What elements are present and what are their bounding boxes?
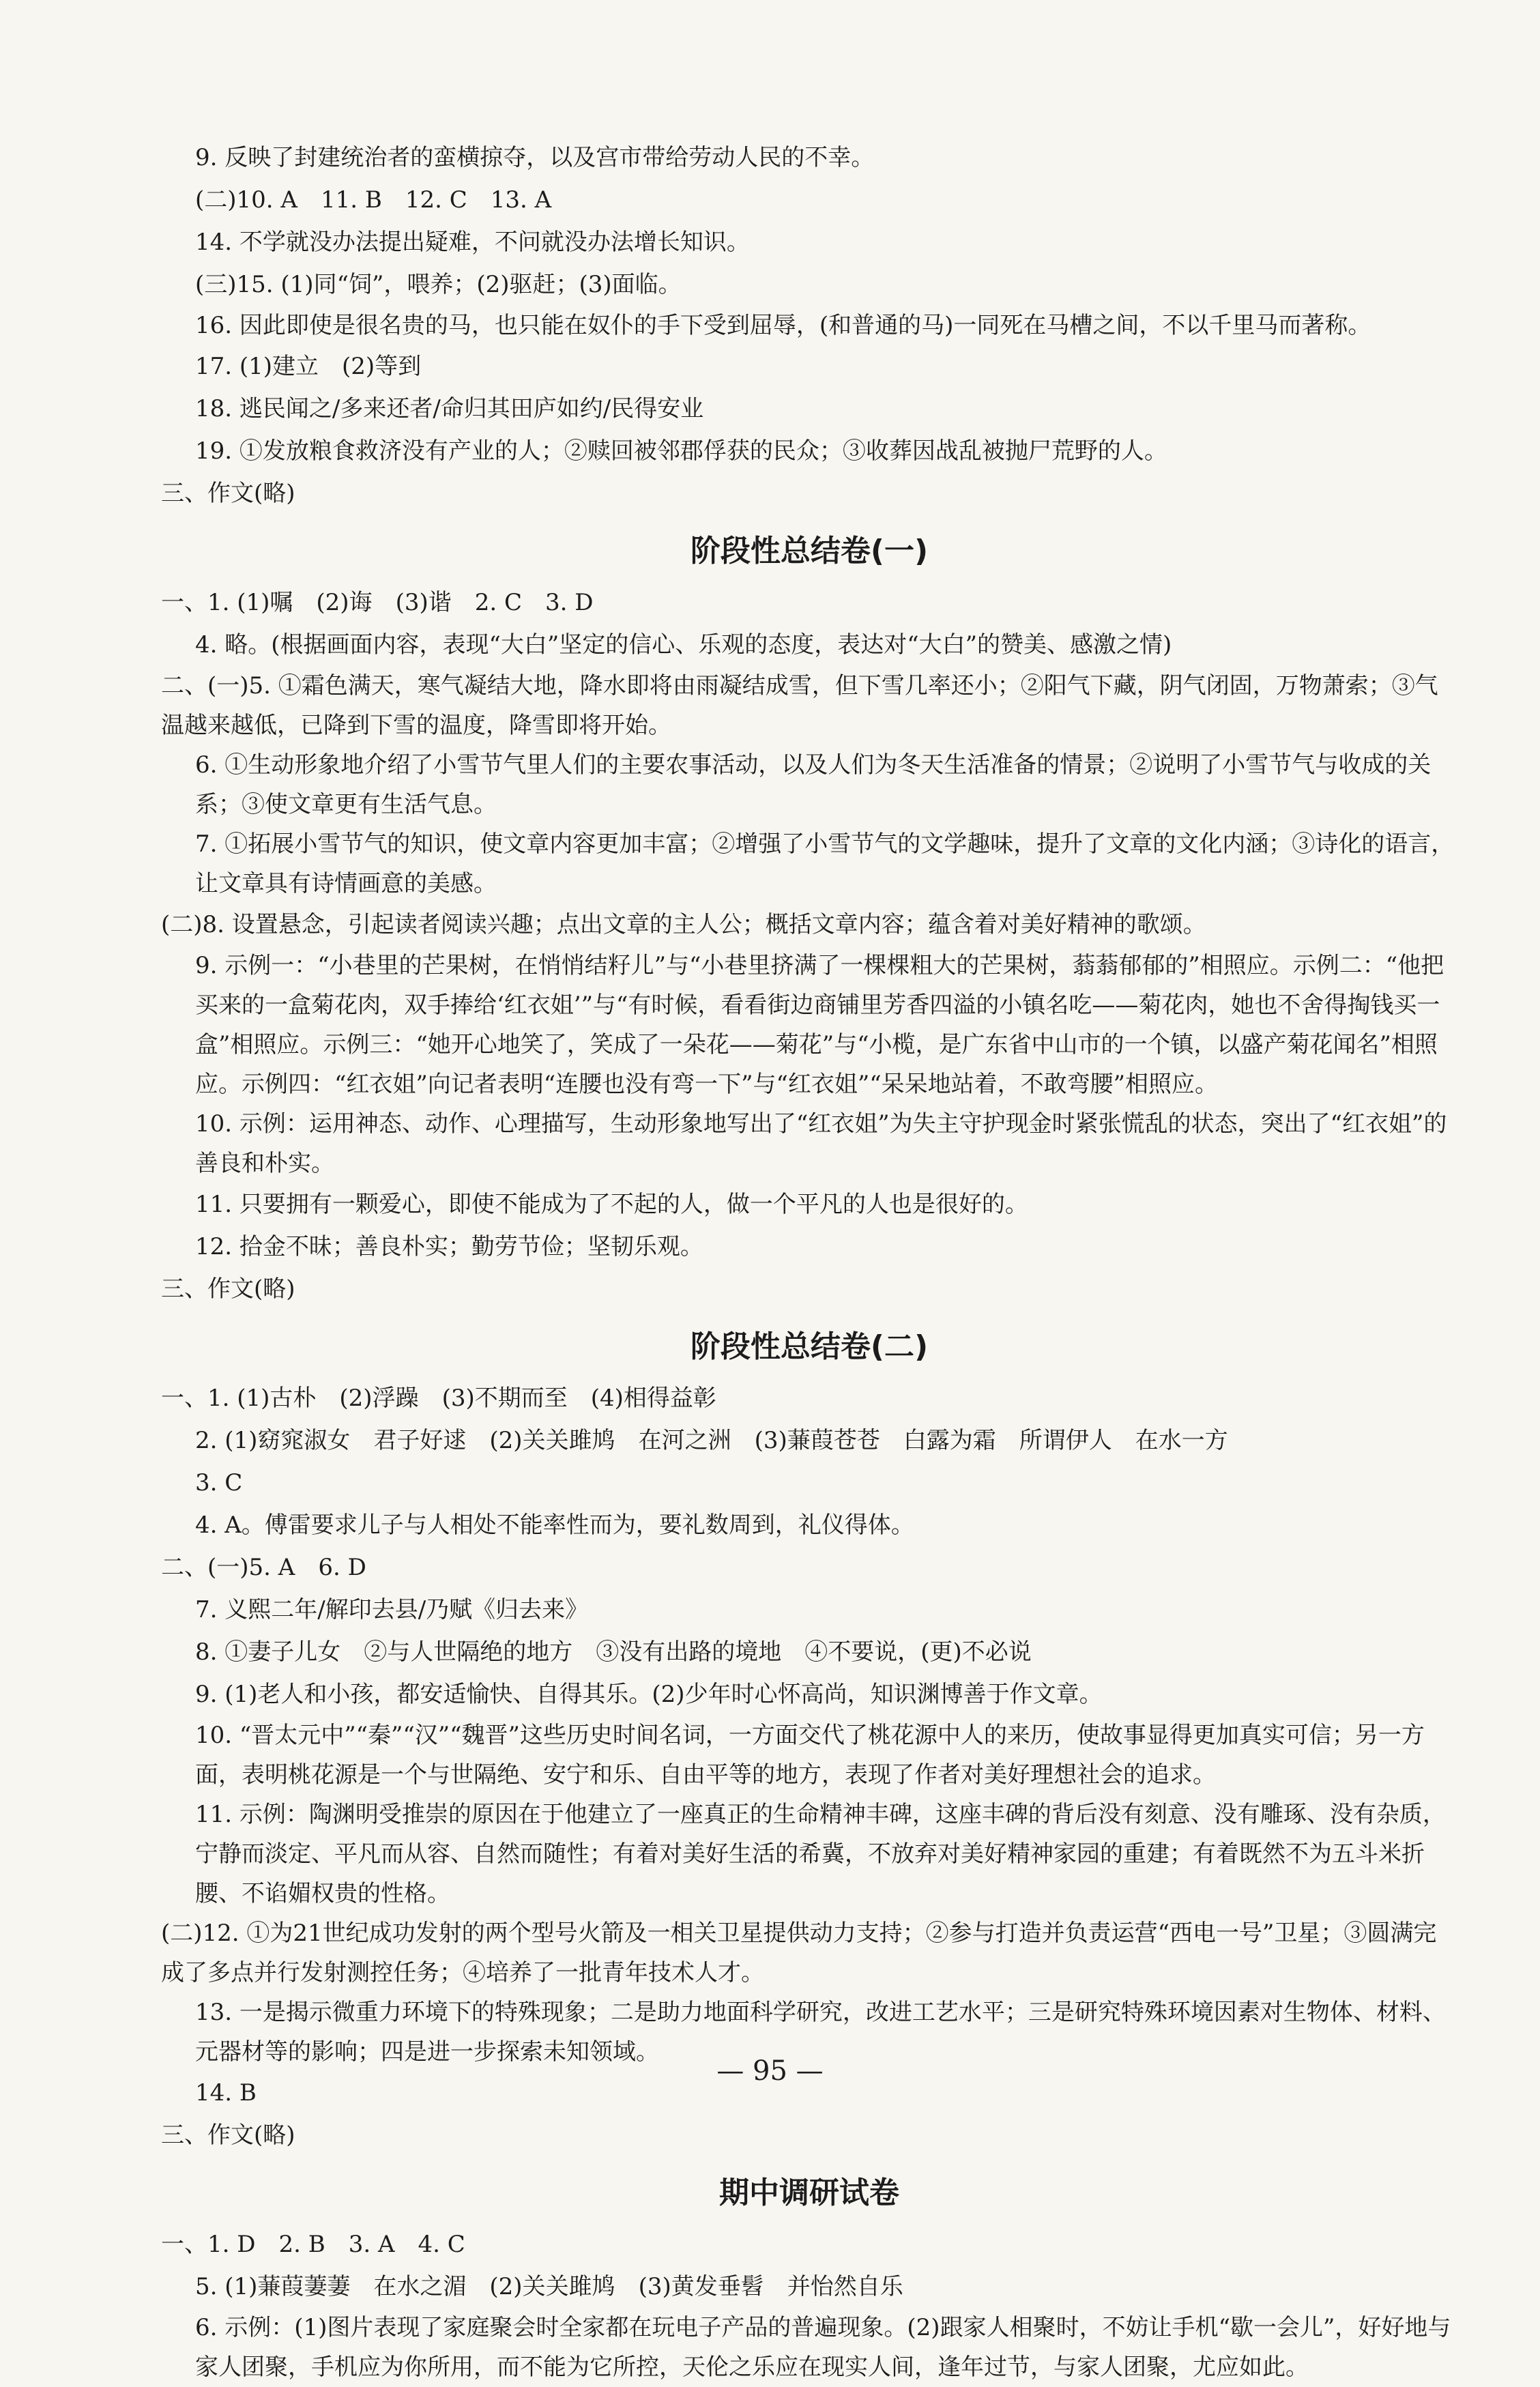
- answer-line: 6. ①生动形象地介绍了小雪节气里人们的主要农事活动，以及人们为冬天生活准备的情景；②说明了小雪节气与收成的关系；③使文章更有生活气息。: [195, 751, 1432, 818]
- answer-line: 三、作文(略): [161, 1275, 295, 1303]
- answer-line: 10. “晋太元中”“秦”“汉”“魏晋”这些历史时间名词，一方面交代了桃花源中人的来历，使故事显得更加真实可信；另一方面，表明桃花源是一个与世隔绝、安宁和乐、自由平等的地方，表现了作者对美好理想社会的追求。: [195, 1722, 1425, 1789]
- answer-line: 17. (1)建立 (2)等到: [195, 353, 422, 380]
- answer-line: (二)12. ①为21世纪成功发射的两个型号火箭及一相关卫星提供动力支持；②参与打造并负责运营“西电一号”卫星；③圆满完成了多点并行发射测控任务；④培养了一批青年技术人才。: [161, 1920, 1437, 1986]
- answer-line: (三)15. (1)同“饲”，喂养；(2)驱赶；(3)面临。: [195, 271, 682, 298]
- answer-line: 2. (1)窈窕淑女 君子好逑 (2)关关雎鸠 在河之洲 (3)蒹葭苍苍 白露为霜 所谓伊人 在水一方: [195, 1427, 1228, 1454]
- answer-line: (二)8. 设置悬念，引起读者阅读兴趣；点出文章的主人公；概括文章内容；蕴含着对美好精神的歌颂。: [161, 911, 1206, 938]
- answer-line: 5. (1)蒹葭萋萋 在水之湄 (2)关关雎鸠 (3)黄发垂髫 并怡然自乐: [195, 2273, 903, 2300]
- answer-line: 9. 示例一：“小巷里的芒果树，在悄悄结籽儿”与“小巷里挤满了一棵棵粗大的芒果树，蓊蓊郁郁的”相照应。示例二：“他把买来的一盒菊花肉，双手捧给‘红衣姐’”与“有时候，看看街边商铺里芳香四溢的小镇名吃——菊花肉，她也不舍得掏钱买一盒”相照应。示例三：“她开心地笑了，笑成了一朵花——菊花”与“小榄，是广东省中山市的一个镇，以盛产菊花闻名”相照应。示例四：“红衣姐”向记者表明“连腰也没有弯一下”与“红衣姐”“呆呆地站着，不敢弯腰”相照应。: [195, 952, 1444, 1098]
- answer-line: 3. C: [195, 1469, 243, 1496]
- answer-line: 一、1. (1)嘱 (2)诲 (3)谐 2. C 3. D: [161, 589, 594, 616]
- answer-line: (二)10. A 11. B 12. C 13. A: [195, 186, 552, 214]
- answer-line: 一、1. D 2. B 3. A 4. C: [161, 2231, 465, 2258]
- answer-line: 7. 义熙二年/解印去县/乃赋《归去来》: [195, 1596, 589, 1623]
- answer-line: 9. 反映了封建统治者的蛮横掠夺，以及宫市带给劳动人民的不幸。: [195, 144, 875, 171]
- answer-line: 一、1. (1)古朴 (2)浮躁 (3)不期而至 (4)相得益彰: [161, 1385, 716, 1412]
- answer-line: 14. B: [195, 2079, 257, 2107]
- answer-line: 7. ①拓展小雪节气的知识，使文章内容更加丰富；②增强了小雪节气的文学趣味，提升了文章的文化内涵；③诗化的语言，让文章具有诗情画意的美感。: [195, 830, 1455, 897]
- answer-line: 三、作文(略): [161, 2122, 295, 2149]
- answer-line: 16. 因此即使是很名贵的马，也只能在奴仆的手下受到屈辱，(和普通的马)一同死在马槽之间，不以千里马而著称。: [195, 312, 1371, 339]
- answer-line: 13. 一是揭示微重力环境下的特殊现象；二是助力地面科学研究，改进工艺水平；三是研究特殊环境因素对生物体、材料、元器材等的影响；四是进一步探索未知领域。: [195, 1999, 1446, 2066]
- page-number: — 95 —: [716, 2055, 824, 2087]
- answer-line: 三、作文(略): [161, 480, 295, 507]
- answer-line: 11. 示例：陶渊明受推崇的原因在于他建立了一座真正的生命精神丰碑，这座丰碑的背后没有刻意、没有雕琢、没有杂质，宁静而淡定、平凡而从容、自然而随性；有着对美好生活的希冀，不放弃对美好精神家园的重建；有着既然不为五斗米折腰、不谄媚权贵的性格。: [195, 1801, 1446, 1907]
- answer-line: 11. 只要拥有一颗爱心，即使不能成为了不起的人，做一个平凡的人也是很好的。: [195, 1191, 1028, 1218]
- answer-line: 9. (1)老人和小孩，都安适愉快、自得其乐。(2)少年时心怀高尚，知识渊博善于作文章。: [195, 1681, 1103, 1708]
- answer-line: 4. 略。(根据画面内容，表现“大白”坚定的信心、乐观的态度，表达对“大白”的赞美、感激之情): [195, 631, 1172, 659]
- answer-line: 二、(一)5. ①霜色满天，寒气凝结大地，降水即将由雨凝结成雪，但下雪几率还小；②阳气下藏，阴气闭固，万物萧索；③气温越来越低，已降到下雪的温度，降雪即将开始。: [161, 672, 1438, 739]
- answer-line: 4. A。傅雷要求儿子与人相处不能率性而为，要礼数周到，礼仪得体。: [195, 1511, 914, 1539]
- answer-line: 19. ①发放粮食救济没有产业的人；②赎回被邻郡俘获的民众；③收葬因战乱被抛尸荒野的人。: [195, 437, 1167, 465]
- answer-line: 8. ①妻子儿女 ②与人世隔绝的地方 ③没有出路的境地 ④不要说，(更)不必说: [195, 1638, 1032, 1666]
- section-title: 阶段性总结卷(二): [690, 1329, 929, 1364]
- answer-line: 二、(一)5. A 6. D: [161, 1554, 366, 1581]
- section-title: 期中调研试卷: [719, 2175, 899, 2210]
- answer-line: 12. 拾金不昧；善良朴实；勤劳节俭；坚韧乐观。: [195, 1233, 703, 1260]
- section-title: 阶段性总结卷(一): [690, 534, 929, 568]
- answer-line: 6. 示例：(1)图片表现了家庭聚会时全家都在玩电子产品的普遍现象。(2)跟家人相聚时，不妨让手机“歇一会儿”，好好地与家人团聚，手机应为你所用，而不能为它所控，天伦之乐应在现实人间，逢年过节，与家人团聚，尤应如此。: [195, 2314, 1451, 2381]
- answer-line: 10. 示例：运用神态、动作、心理描写，生动形象地写出了“红衣姐”为失主守护现金时紧张慌乱的状态，突出了“红衣姐”的善良和朴实。: [195, 1110, 1447, 1177]
- answer-line: 14. 不学就没办法提出疑难，不问就没办法增长知识。: [195, 229, 750, 256]
- page-content: [161, 136, 1457, 2387]
- answer-line: 18. 逃民闻之/多来还者/命归其田庐如约/民得安业: [195, 395, 704, 422]
